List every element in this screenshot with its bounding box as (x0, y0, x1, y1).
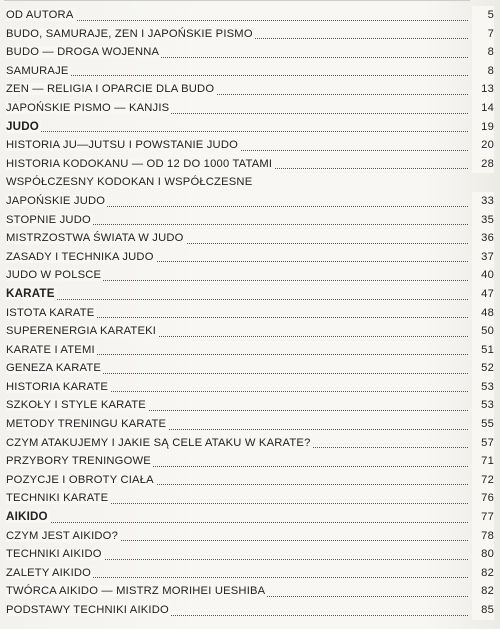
toc-page-number: 37 (472, 248, 494, 267)
toc-entry-title: KARATE (6, 286, 55, 300)
toc-page-number: 5 (472, 6, 494, 25)
toc-entry-title: AIKIDO (6, 510, 48, 524)
toc-entry (6, 173, 494, 192)
toc-entry-title: CZYM JEST AIKIDO? (6, 529, 118, 542)
toc-entry-title: SZKOŁY I STYLE KARATE (6, 399, 146, 412)
toc-entry-title: ZASADY I TECHNIKA JUDO (6, 250, 154, 263)
toc-entry (6, 434, 494, 453)
toc-entry (6, 545, 494, 564)
toc-page-number: 85 (472, 601, 494, 620)
toc-entry (6, 211, 494, 230)
toc-page-number: 82 (472, 564, 494, 583)
toc-entry-title: ZEN — RELIGIA I OPARCIE DLA BUDO (6, 83, 215, 96)
toc-entry (6, 248, 494, 267)
toc-entry-title: TECHNIKI KARATE (6, 492, 109, 505)
toc-entry (6, 378, 494, 397)
toc-page-number: 72 (472, 471, 494, 490)
toc-page-number: 33 (472, 192, 494, 211)
toc-page-number: 50 (472, 322, 494, 341)
toc-entry (6, 415, 494, 434)
toc-page-number: 19 (472, 118, 494, 137)
toc-entry-title: JUDO (6, 119, 40, 133)
toc-entry-title: SAMURAJE (6, 64, 69, 77)
toc-page-number: 51 (472, 341, 494, 360)
toc-entry-title: JUDO W POLSCE (6, 269, 102, 282)
toc-entry-title: TECHNIKI AIKIDO (6, 548, 102, 561)
toc-page-number: 71 (472, 452, 494, 471)
toc-page-number: 35 (472, 211, 494, 230)
toc-page-number: 36 (472, 229, 494, 248)
toc-entry-title: KARATE I ATEMI (6, 343, 95, 356)
toc-entry (6, 322, 494, 341)
toc-entry (6, 471, 494, 490)
toc-page-number: 47 (472, 285, 494, 304)
toc-page-number: 77 (472, 508, 494, 527)
toc-section-heading (6, 508, 494, 527)
toc-entry-title: SUPERENERGIA KARATEKI (6, 325, 157, 338)
table-of-contents (6, 6, 494, 620)
toc-entry-title: MISTRZOSTWA ŚWIATA W JUDO (6, 232, 184, 245)
toc-entry-title: PRZYBORY TRENINGOWE (6, 455, 151, 468)
toc-page-number: 52 (472, 359, 494, 378)
toc-entry-title: HISTORIA JU—JUTSU I POWSTANIE JUDO (6, 139, 239, 152)
toc-entry (6, 192, 494, 211)
toc-entry (6, 25, 494, 44)
toc-entry-title: POZYCJE I OBROTY CIAŁA (6, 473, 154, 486)
toc-entry-title: JAPOŃSKIE PISMO — KANJIS (6, 101, 170, 114)
toc-entry (6, 341, 494, 360)
toc-page-number: 8 (472, 43, 494, 62)
toc-entry-title: TWÓRCA AIKIDO — MISTRZ MORIHEI UESHIBA (6, 585, 266, 598)
toc-entry (6, 564, 494, 583)
toc-page-number: 14 (472, 99, 494, 118)
toc-entry-title: GENEZA KARATE (6, 362, 102, 375)
toc-entry-title: OD AUTORA (6, 9, 74, 21)
toc-entry (6, 43, 494, 62)
dot-leader (6, 299, 468, 300)
toc-page-number: 78 (472, 527, 494, 546)
toc-entry-title: WSPÓŁCZESNY KODOKAN I WSPÓŁCZESNE (6, 176, 253, 189)
toc-entry-title: METODY TRENINGU KARATE (6, 418, 167, 431)
toc-entry (6, 155, 494, 174)
toc-page-number: 28 (472, 155, 494, 174)
toc-page-number: 53 (472, 396, 494, 415)
toc-section-heading (6, 118, 494, 137)
toc-entry (6, 582, 494, 601)
toc-entry (6, 229, 494, 248)
dot-leader (6, 131, 468, 132)
toc-page-number: 8 (472, 62, 494, 81)
toc-page-number: 40 (472, 266, 494, 285)
toc-entry-title: ZALETY AIKIDO (6, 566, 92, 579)
top-rule (4, 0, 470, 1)
toc-entry-title: BUDO, SAMURAJE, ZEN I JAPOŃSKIE PISMO (6, 27, 253, 40)
toc-entry-title: ISTOTA KARATE (6, 306, 95, 319)
toc-entry (6, 601, 494, 620)
toc-page-number: 55 (472, 415, 494, 434)
toc-entry (6, 80, 494, 99)
toc-page-number: 80 (472, 545, 494, 564)
dot-leader (6, 522, 468, 523)
toc-page-number: 82 (472, 582, 494, 601)
toc-entry-title: CZYM ATAKUJEMY I JAKIE SĄ CELE ATAKU W KARATE? (6, 436, 311, 449)
toc-page-number: 57 (472, 434, 494, 453)
toc-entry (6, 99, 494, 118)
toc-entry (6, 304, 494, 323)
toc-entry-title: HISTORIA KARATE (6, 380, 109, 393)
toc-page-number: 20 (472, 136, 494, 155)
toc-entry (6, 62, 494, 81)
toc-entry (6, 527, 494, 546)
toc-entry-title: BUDO — DROGA WOJENNA (6, 46, 160, 59)
toc-page-number: 53 (472, 378, 494, 397)
toc-entry-title: HISTORIA KODOKANU — OD 12 DO 1000 TATAMI (6, 157, 273, 170)
toc-page-number: 13 (472, 80, 494, 99)
toc-entry-title: JAPOŃSKIE JUDO (6, 194, 106, 207)
toc-entry (6, 136, 494, 155)
toc-page-number: 76 (472, 489, 494, 508)
toc-entry (6, 489, 494, 508)
toc-page-number: 48 (472, 304, 494, 323)
toc-entry-title: PODSTAWY TECHNIKI AIKIDO (6, 604, 169, 616)
toc-entry (6, 6, 494, 25)
dot-leader (6, 75, 468, 76)
toc-page-number: 7 (472, 25, 494, 44)
toc-section-heading (6, 285, 494, 304)
toc-entry (6, 359, 494, 378)
toc-entry-title: STOPNIE JUDO (6, 213, 91, 226)
toc-entry (6, 396, 494, 415)
toc-entry (6, 266, 494, 285)
toc-entry (6, 452, 494, 471)
